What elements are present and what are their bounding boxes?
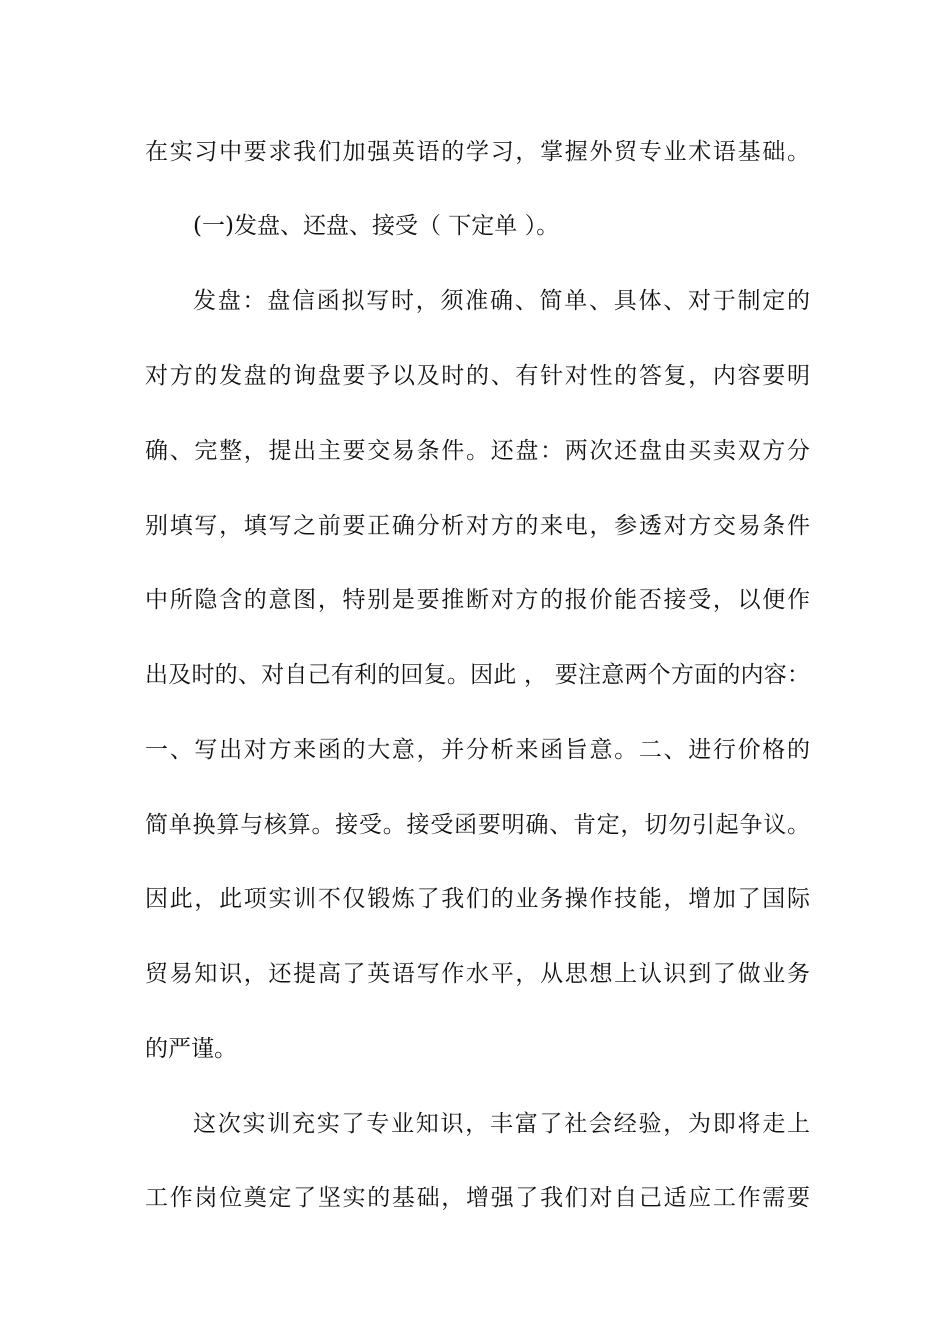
text-line: 中所隐含的意图，特别是要推断对方的报价能否接受，以便作	[145, 587, 810, 613]
text-line: 在实习中要求我们加强英语的学习，掌握外贸专业术语基础。	[145, 139, 810, 165]
text-line: 确、完整，提出主要交易条件。还盘：两次还盘由买卖双方分	[145, 438, 810, 464]
text-line: 因此，此项实训不仅锻炼了我们的业务操作技能，增加了国际	[145, 886, 810, 912]
text-line: 简单换算与核算。接受。接受函要明确、肯定，切勿引起争议。	[145, 812, 810, 838]
text-line: 一、写出对方来函的大意，并分析来函旨意。二、进行价格的	[145, 737, 810, 763]
text-line: 对方的发盘的询盘要予以及时的、有针对性的答复，内容要明	[145, 363, 810, 389]
text-line: 的严谨。	[145, 1036, 237, 1062]
text-line: 出及时的、对自己有利的回复。因此 ， 要注意两个方面的内容：	[145, 662, 810, 688]
text-line: 发盘：盘信函拟写时，须准确、简单、具体、对于制定的	[193, 288, 810, 314]
text-line: 别填写，填写之前要正确分析对方的来电，参透对方交易条件	[145, 513, 810, 539]
text-line: 工作岗位奠定了坚实的基础，增强了我们对自己适应工作需要	[145, 1185, 810, 1211]
section-heading: (一)发盘、还盘、接受（ 下定单 ）。	[193, 213, 560, 239]
text-line: 这次实训充实了专业知识，丰富了社会经验，为即将走上	[193, 1111, 810, 1137]
text-line: 贸易知识，还提高了英语写作水平，从思想上认识到了做业务	[145, 961, 810, 987]
